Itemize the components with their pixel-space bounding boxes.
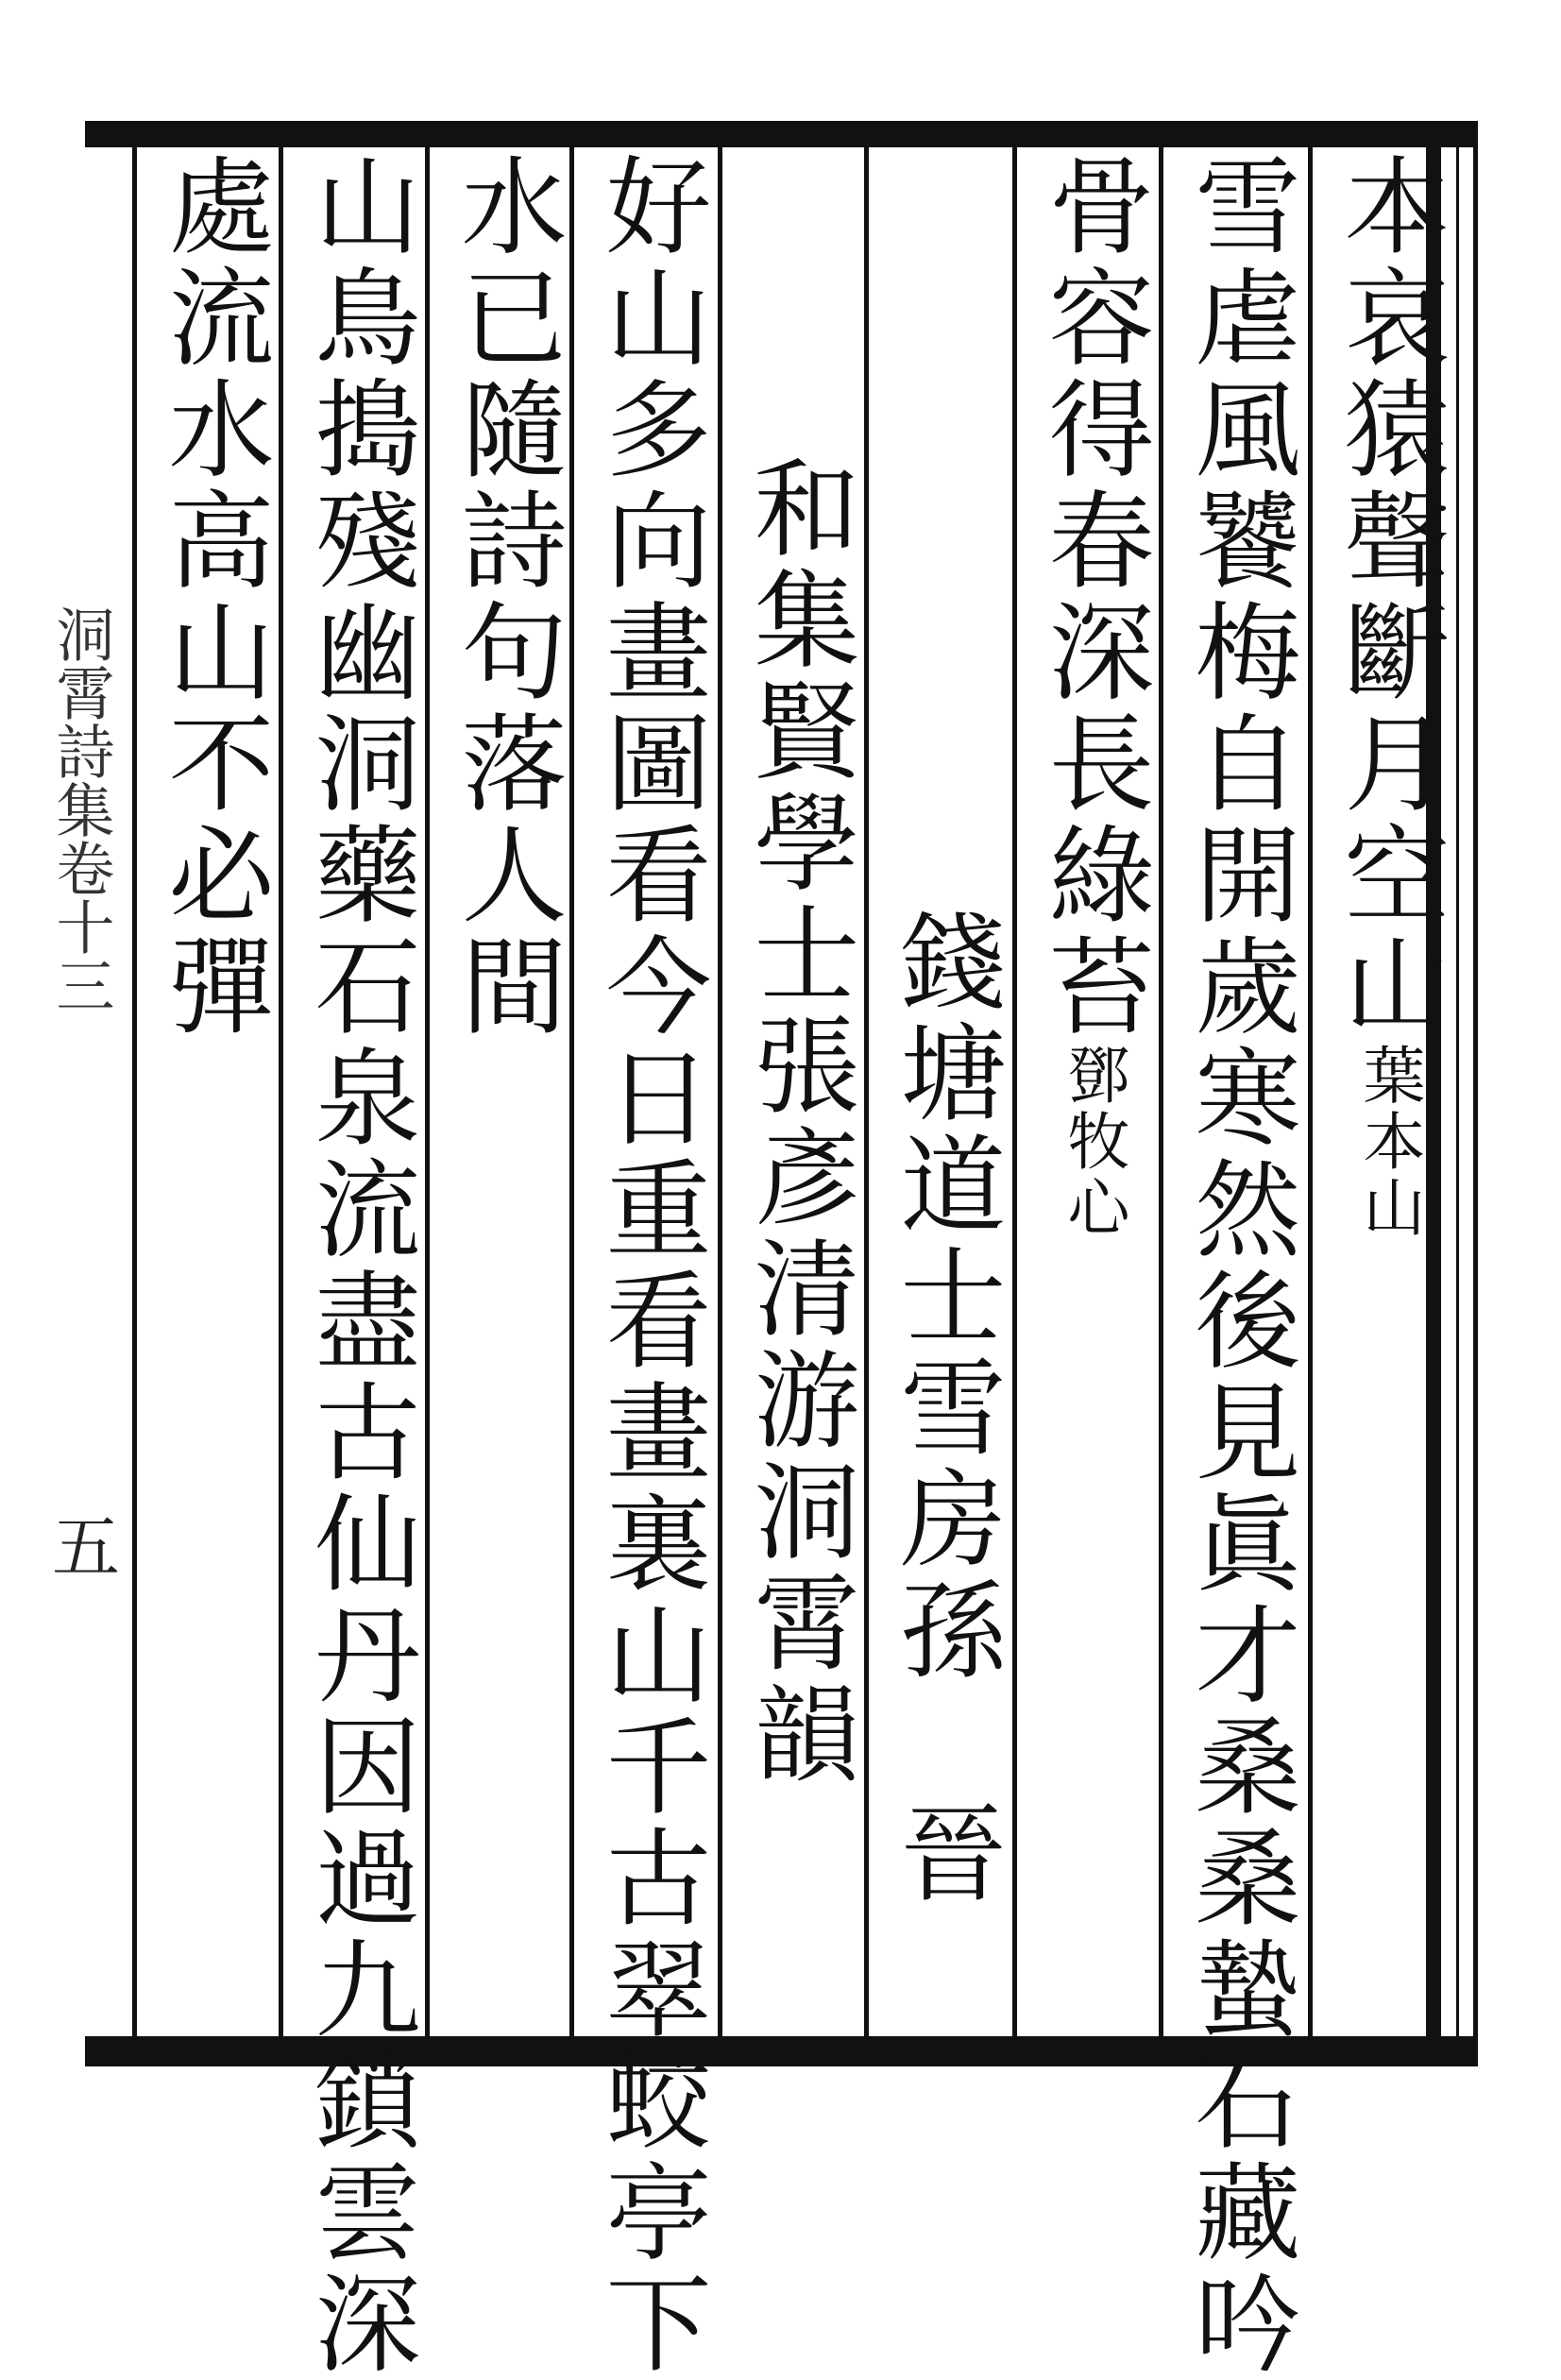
frame-right-outer-rule <box>1473 121 1478 2066</box>
text-column-5 <box>727 151 869 2031</box>
column-divider <box>132 147 137 2036</box>
text-column-1 <box>1317 151 1459 2031</box>
poem-title: 和集賢學士張彥清游洞霄韻 <box>737 453 859 1791</box>
text-column-3 <box>1022 151 1163 2031</box>
text-column-6 <box>579 151 721 2380</box>
author-line: 錢塘道士雪房孫 晉 <box>883 907 1006 1910</box>
text-column-9 <box>142 151 283 2031</box>
text-column-2 <box>1168 151 1310 2380</box>
text-column-8 <box>288 151 430 2380</box>
text-column-4 <box>874 151 1015 2031</box>
gutter-page-number: 五 <box>41 1511 120 1579</box>
column-text: 雪虐風饕梅自開歲寒然後見眞才桑桑蟄石藏吟 <box>1178 151 1300 2380</box>
author-note: 葉本山 <box>1352 1043 1425 1241</box>
frame-top-border <box>85 121 1478 147</box>
column-text: 本哀猿聲斷月空山 <box>1327 151 1450 1043</box>
text-column-7 <box>434 151 576 2031</box>
column-text: 好山多向畫圖看今日重看畫裏山千古翠蛟亭下 <box>588 151 711 2380</box>
author-note: 鄧牧心 <box>1057 1043 1129 1241</box>
column-text: 山鳥搗殘幽洞藥石泉流盡古仙丹因過九鎖雲深 <box>297 151 420 2380</box>
column-text: 水已隨詩句落人間 <box>444 151 567 1043</box>
column-text: 骨容得春深長綠苔 <box>1031 151 1154 1043</box>
column-text: 處流水高山不必彈 <box>151 151 274 1043</box>
gutter-edition-title: 洞霄詩集卷十三 <box>46 604 115 1014</box>
